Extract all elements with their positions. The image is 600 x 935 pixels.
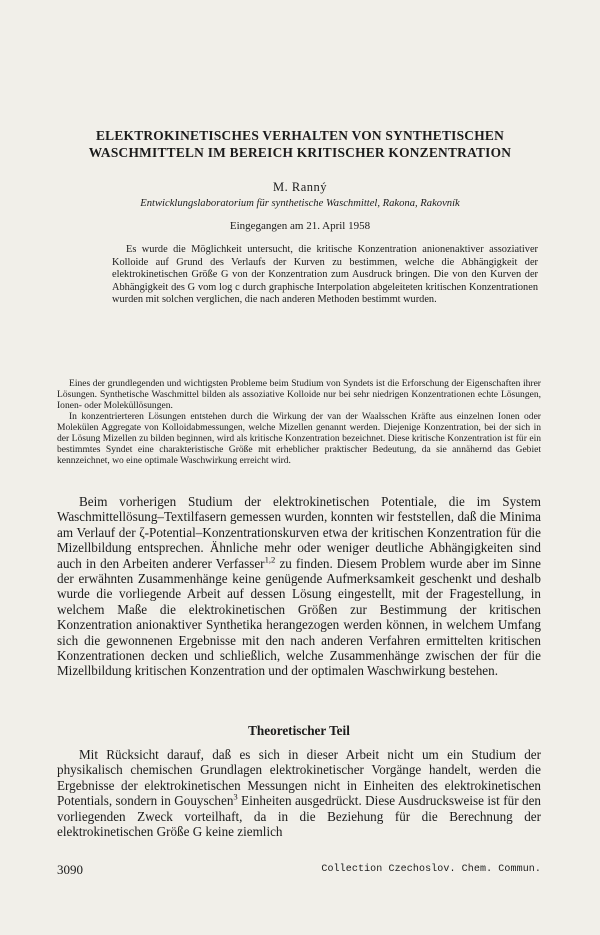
article-title-line-2: WASCHMITTELN IM BEREICH KRITISCHER KONZENTRATION — [88, 145, 512, 160]
abstract-text: Es wurde die Möglichkeit untersucht, die kritische Konzentration anionenaktiver assoziativer Kolloide auf Grund des Verlaufs der Kurven zu bestimmen, welche die Abhängigkeit der elektrokinetischen Größe G von der Konzentration zum Ausdruck bringen. Die von den Kurven der Abhängigkeit des G vom log c durch graphische Interpolation abgeleiteten kritischen Konzentrationen wurden mit solchen verglichen, die nach anderen Methoden bestimmt wurden. — [112, 244, 538, 306]
article-title — [40, 127, 560, 161]
intro-paragraph-2: In konzentrierteren Lösungen entstehen durch die Wirkung der van der Waalsschen Kräfte aus einzelnen Ionen oder Molekülen Aggregate von Kolloidabmessungen, welche Mizellen genannt werden. Diejenige Konzentration, bei der sich in der Lösung Mizellen zu bilden beginnen, wird als kritische Konzentration bezeichnet. Diese kritische Konzentration ist für ein bestimmtes Syndet eine charakteristische Größe mit erheblicher praktischer Bedeutung, da sie annähernd das Gebiet kennzeichnet, wo eine optimale Waschwirkung erreicht wird. — [57, 411, 541, 467]
author-affiliation: Entwicklungslaboratorium für synthetische Waschmittel, Rakona, Rakovník — [140, 198, 460, 209]
section-heading: Theoretischer Teil — [248, 723, 350, 738]
body-paragraph-2-text-a: Mit Rücksicht darauf, daß es sich in dieser Arbeit nicht um ein Studium der physikalisch chemischen Grundlagen elektrokinetischer Vorgänge handelt, werden die Ergebnisse der elektrokinetischen Messungen nicht in Einheiten des elektrokinetischen Potentials, sondern in Gouyschen — [57, 747, 541, 809]
journal-name: Collection Czechoslov. Chem. Commun. — [321, 864, 541, 875]
reference-marker: 1,2 — [264, 554, 276, 565]
intro-paragraph-1: Eines der grundlegenden und wichtigsten Probleme beim Studium von Syndets ist die Erforschung der Eigenschaften ihrer Lösungen. Synthetische Waschmittel bilden als assoziative Kolloide nur bei sehr niedrigen Konzentrationen echte Lösungen, Ionen- oder Moleküllösungen. — [57, 378, 541, 412]
page-number: 3090 — [57, 862, 83, 877]
article-title-line-1: ELEKTROKINETISCHES VERHALTEN VON SYNTHETISCHEN — [96, 128, 504, 143]
abstract — [112, 244, 538, 307]
body-text-2 — [57, 747, 541, 839]
body-paragraph-2-text-b: Einheiten ausgedrückt. Diese Ausdrucksweise ist für den vorliegenden Zweck vorteilhaft, da in die Beziehung für die Berechnung der elektrokinetischen Größe G keine ziemlich — [57, 793, 541, 840]
body-paragraph-1-text-a: Beim vorherigen Studium der elektrokinetischen Potentiale, die im System Waschmittellösung–Textilfasern gemessen wurden, konnten wir feststellen, daß die Minima am Verlauf der ζ-Potential–Konzentrationskurven etwa der kritischen Konzentration für die Mizellbildung entsprechen. Ähnliche mehr oder weniger deutliche Abhängigkeiten sind auch in den Arbeiten anderer Verfasser — [57, 494, 541, 571]
body-text-1 — [57, 494, 541, 679]
body-paragraph-2 — [57, 747, 541, 839]
received-date: Eingegangen am 21. April 1958 — [229, 220, 371, 232]
body-paragraph-1-text-b: zu finden. Diesem Problem wurde aber im Sinne der erwähnten Zusammenhänge keine genügende Aufmerksamkeit geschenkt und deshalb wurde die vorliegende Arbeit auf dessen Lösung eingestellt, mit der Fragestellung, in welchem Maße die elektrokinetischen Größen zur Bestimmung der kritischen Konzentration anionaktiver Synthetika herangezogen werden können, in welchem Umfang sich die gewonnenen Ergebnisse mit den nach anderen Verfahren ermittelten kritischen Konzentrationen decken und schließlich, welche Zusammenhänge zwischen der für die Mizellbildung kritischen Konzentration und der optimalen Waschwirkung bestehen. — [57, 555, 541, 679]
reference-marker: 3 — [233, 791, 238, 802]
author-name: M. Ranný — [273, 180, 327, 194]
body-paragraph-1 — [57, 494, 541, 679]
introduction — [57, 378, 541, 466]
